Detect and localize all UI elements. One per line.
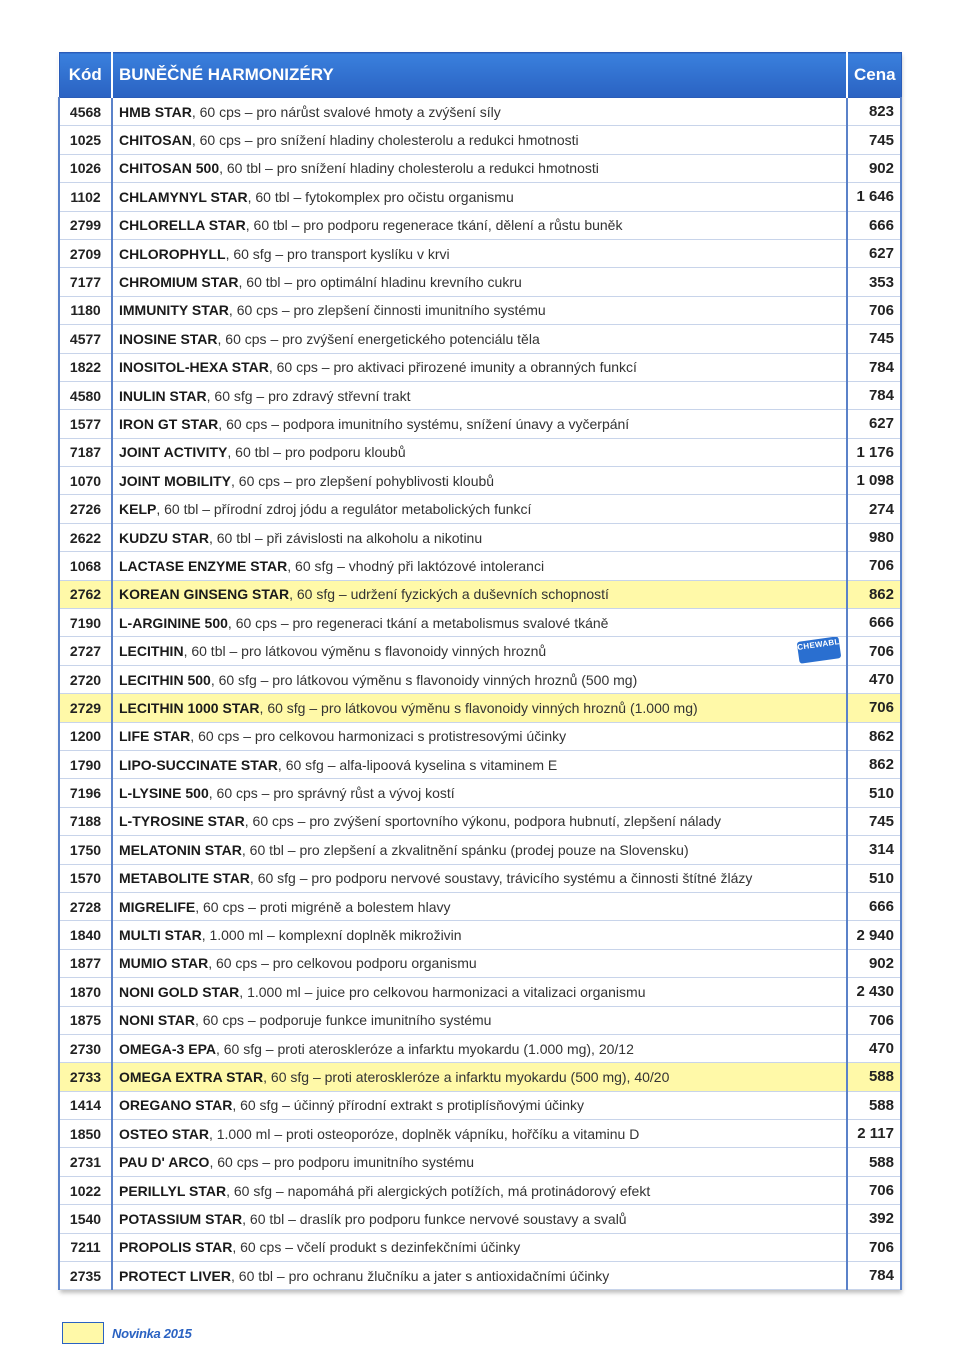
product-name: PROPOLIS STAR <box>119 1239 233 1256</box>
product-description-cell <box>112 921 847 949</box>
product-description-cell <box>112 1176 847 1204</box>
table-row <box>59 580 901 608</box>
product-code: 1750 <box>59 836 112 864</box>
product-code: 1822 <box>59 353 112 381</box>
product-description-cell <box>112 665 847 693</box>
product-name: NONI STAR <box>119 1012 195 1029</box>
product-description-cell <box>112 580 847 608</box>
product-price: 823 <box>847 98 901 126</box>
product-description-cell <box>112 268 847 296</box>
product-name: CHLOROPHYLL <box>119 245 226 262</box>
product-description-cell <box>112 296 847 324</box>
product-description-cell <box>112 1063 847 1091</box>
product-code: 1870 <box>59 978 112 1006</box>
product-price: 2 430 <box>847 978 901 1006</box>
product-price: 862 <box>847 580 901 608</box>
product-price: 510 <box>847 779 901 807</box>
product-description: , 60 tbl – pro zlepšení a zkvalitnění spánku (prodej pouze na Slovensku) <box>241 841 689 858</box>
table-row <box>59 296 901 324</box>
product-price: 353 <box>847 268 901 296</box>
product-name: INULIN STAR <box>119 387 207 404</box>
product-name: OMEGA-3 EPA <box>119 1040 216 1057</box>
product-description-cell <box>112 779 847 807</box>
table-row <box>59 1176 901 1204</box>
product-description-cell <box>112 637 847 665</box>
product-description-cell <box>112 1120 847 1148</box>
product-description-cell <box>112 949 847 977</box>
table-row <box>59 836 901 864</box>
product-description-cell <box>112 353 847 381</box>
product-description-cell <box>112 410 847 438</box>
product-name: MIGRELIFE <box>119 898 196 915</box>
product-code: 7211 <box>59 1233 112 1261</box>
product-description-cell <box>112 381 847 409</box>
table-row <box>59 779 901 807</box>
product-description-cell <box>112 722 847 750</box>
product-description: , 60 tbl – pro podporu kloubů <box>227 444 406 461</box>
product-description-cell <box>112 523 847 551</box>
product-name: OMEGA EXTRA STAR <box>119 1068 264 1085</box>
table-row <box>59 98 901 126</box>
table-row <box>59 892 901 920</box>
product-name: IRON GT STAR <box>119 415 219 432</box>
product-description: , 60 sfg – proti ateroskleróze a infarktu myokardu (1.000 mg), 20/12 <box>215 1040 634 1057</box>
product-price: 706 <box>847 1006 901 1034</box>
table-row <box>59 268 901 296</box>
product-code: 2728 <box>59 892 112 920</box>
table-row <box>59 126 901 154</box>
product-price: 980 <box>847 523 901 551</box>
product-description: , 60 sfg – vhodný při laktózové intoleranci <box>287 557 545 574</box>
table-row <box>59 410 901 438</box>
product-description: , 60 sfg – pro látkovou výměnu s flavonoidy vinných hroznů (1.000 mg) <box>259 699 698 716</box>
product-description: , 60 cps – pro zvýšení energetického potenciálu těla <box>217 330 540 347</box>
product-description-cell <box>112 807 847 835</box>
product-code: 1026 <box>59 154 112 182</box>
product-price: 470 <box>847 665 901 693</box>
product-code: 2731 <box>59 1148 112 1176</box>
product-code: 1877 <box>59 949 112 977</box>
table-row <box>59 495 901 523</box>
table-row <box>59 381 901 409</box>
product-description-cell <box>112 1091 847 1119</box>
product-description: , 60 cps – pro správný růst a vývoj kostí <box>208 785 455 802</box>
product-price: 627 <box>847 239 901 267</box>
product-description: , 60 sfg – pro podporu nervové soustavy, trávicího systému a činnosti štítné žlázy <box>249 870 753 887</box>
product-price: 862 <box>847 722 901 750</box>
product-code: 7177 <box>59 268 112 296</box>
product-price: 1 098 <box>847 467 901 495</box>
product-description: , 1.000 ml – juice pro celkovou harmonizaci a vitalizaci organismu <box>239 983 646 1000</box>
product-code: 1068 <box>59 552 112 580</box>
product-description: , 60 cps – včelí produkt s dezinfekčními účinky <box>232 1239 521 1256</box>
product-name: KUDZU STAR <box>119 529 209 546</box>
product-price: 706 <box>847 1176 901 1204</box>
product-description: , 60 cps – pro regeneraci tkání a metabolismus svalové tkáně <box>227 614 609 631</box>
product-price: 2 940 <box>847 921 901 949</box>
table-row <box>59 1233 901 1261</box>
product-name: POTASSIUM STAR <box>119 1210 243 1227</box>
product-description-cell <box>112 1233 847 1261</box>
product-name: LIFE STAR <box>119 728 191 745</box>
product-name: JOINT MOBILITY <box>119 472 231 489</box>
table-row <box>59 921 901 949</box>
product-price: 510 <box>847 864 901 892</box>
header-title: BUNĚČNÉ HARMONIZÉRY <box>112 53 847 98</box>
product-description: , 60 cps – pro celkovou harmonizaci s protistresovými účinky <box>190 728 567 745</box>
product-price: 470 <box>847 1034 901 1062</box>
product-name: HMB STAR <box>119 103 192 120</box>
new-item-swatch <box>62 1322 104 1344</box>
product-description-cell <box>112 892 847 920</box>
product-code: 1070 <box>59 467 112 495</box>
product-code: 2720 <box>59 665 112 693</box>
product-description: , 60 cps – proti migréně a bolestem hlavy <box>195 898 451 915</box>
product-description-cell <box>112 325 847 353</box>
table-row <box>59 864 901 892</box>
product-code: 2733 <box>59 1063 112 1091</box>
table-row <box>59 807 901 835</box>
product-description: , 60 cps – podpora imunitního systému, snížení únavy a vyčerpání <box>218 415 630 432</box>
product-description: , 60 cps – pro celkovou podporu organismu <box>208 955 477 972</box>
product-code: 2735 <box>59 1262 112 1290</box>
product-description-cell <box>112 211 847 239</box>
product-description: , 60 sfg – pro látkovou výměnu s flavonoidy vinných hroznů (500 mg) <box>210 671 638 688</box>
product-price: 392 <box>847 1205 901 1233</box>
product-code: 2729 <box>59 694 112 722</box>
product-description-cell <box>112 1205 847 1233</box>
product-code: 1180 <box>59 296 112 324</box>
table-row <box>59 609 901 637</box>
product-name: LECITHIN 500 <box>119 671 211 688</box>
table-row <box>59 438 901 466</box>
product-code: 1875 <box>59 1006 112 1034</box>
table-row <box>59 211 901 239</box>
product-name: LIPO-SUCCINATE STAR <box>119 756 278 773</box>
product-description-cell <box>112 154 847 182</box>
product-description: , 60 sfg – účinný přírodní extrakt s protiplísňovými účinky <box>232 1097 585 1114</box>
table-row <box>59 1034 901 1062</box>
product-description: , 60 cps – podporuje funkce imunitního systému <box>194 1012 492 1029</box>
product-description-cell <box>112 1006 847 1034</box>
product-code: 1840 <box>59 921 112 949</box>
product-description: , 60 tbl – fytokomplex pro očistu organismu <box>247 188 514 205</box>
product-price: 745 <box>847 807 901 835</box>
product-name: CHROMIUM STAR <box>119 274 239 291</box>
product-name: CHITOSAN <box>119 132 192 149</box>
product-description: , 60 tbl – pro podporu regenerace tkání, dělení a růstu buněk <box>245 217 623 234</box>
product-name: PERILLYL STAR <box>119 1182 227 1199</box>
product-description: , 60 sfg – udržení fyzických a duševních schopností <box>289 586 609 603</box>
header-price: Cena <box>847 53 901 98</box>
table-body <box>59 98 901 1290</box>
product-description-cell <box>112 239 847 267</box>
product-description-cell <box>112 126 847 154</box>
product-description: , 60 tbl – draslík pro podporu funkce nervové soustavy a svalů <box>242 1210 627 1227</box>
product-description-cell <box>112 98 847 126</box>
product-name: CHITOSAN 500 <box>119 160 220 177</box>
product-name: JOINT ACTIVITY <box>119 444 228 461</box>
product-description-cell <box>112 1262 847 1290</box>
table-row <box>59 552 901 580</box>
table-row <box>59 1091 901 1119</box>
product-description: , 60 sfg – proti ateroskleróze a infarktu myokardu (500 mg), 40/20 <box>263 1068 670 1085</box>
product-description: , 60 cps – pro nárůst svalové hmoty a zvýšení síly <box>191 103 501 120</box>
table-row <box>59 467 901 495</box>
product-code: 1790 <box>59 750 112 778</box>
product-name: MULTI STAR <box>119 927 202 944</box>
table-row <box>59 154 901 182</box>
product-code: 2762 <box>59 580 112 608</box>
product-description-cell <box>112 1034 847 1062</box>
table-row <box>59 637 901 665</box>
product-price: 588 <box>847 1063 901 1091</box>
table-row <box>59 239 901 267</box>
product-name: PAU D' ARCO <box>119 1154 210 1171</box>
product-price: 666 <box>847 211 901 239</box>
product-description: , 60 sfg – pro transport kyslíku v krvi <box>225 245 450 262</box>
product-description-cell <box>112 552 847 580</box>
product-price: 745 <box>847 126 901 154</box>
product-price: 627 <box>847 410 901 438</box>
product-code: 2799 <box>59 211 112 239</box>
table-row <box>59 1006 901 1034</box>
legend-label: Novinka 2015 <box>112 1325 192 1341</box>
product-description-cell <box>112 495 847 523</box>
product-code: 1102 <box>59 183 112 211</box>
product-name: CHLAMYNYL STAR <box>119 188 248 205</box>
product-description-cell <box>112 467 847 495</box>
product-price: 745 <box>847 325 901 353</box>
product-price: 784 <box>847 381 901 409</box>
product-name: KOREAN GINSENG STAR <box>119 586 290 603</box>
product-price: 274 <box>847 495 901 523</box>
product-code: 1540 <box>59 1205 112 1233</box>
product-price: 902 <box>847 949 901 977</box>
product-code: 4580 <box>59 381 112 409</box>
product-description: , 60 tbl – pro látkovou výměnu s flavonoidy vinných hroznů <box>183 643 547 660</box>
product-name: IMMUNITY STAR <box>119 302 229 319</box>
product-code: 7187 <box>59 438 112 466</box>
product-code: 2709 <box>59 239 112 267</box>
product-description: , 60 tbl – pro optimální hladinu krevního cukru <box>238 274 522 291</box>
price-table-container <box>58 52 900 1290</box>
product-price: 314 <box>847 836 901 864</box>
product-description: , 60 tbl – pro snížení hladiny cholesterolu a redukci hmotnosti <box>219 160 599 177</box>
table-row <box>59 949 901 977</box>
product-description: , 1.000 ml – proti osteoporóze, doplněk vápníku, hořčíku a vitaminu D <box>208 1125 640 1142</box>
table-row <box>59 183 901 211</box>
product-price: 706 <box>847 1233 901 1261</box>
product-description-cell <box>112 864 847 892</box>
table-row <box>59 1063 901 1091</box>
product-price: 784 <box>847 1262 901 1290</box>
product-description: , 60 cps – pro aktivaci přirozené imunity a obranných funkcí <box>268 359 637 376</box>
product-description-cell <box>112 836 847 864</box>
product-description: , 60 cps – pro snížení hladiny cholesterolu a redukci hmotnosti <box>191 132 579 149</box>
product-code: 1200 <box>59 722 112 750</box>
product-name: LECITHIN <box>119 643 184 660</box>
header-code: Kód <box>59 53 112 98</box>
product-description: , 1.000 ml – komplexní doplněk mikroživin <box>201 927 462 944</box>
product-description: , 60 tbl – přírodní zdroj jódu a regulátor metabolických funkcí <box>156 501 532 518</box>
product-code: 1570 <box>59 864 112 892</box>
product-description: , 60 sfg – pro zdravý střevní trakt <box>206 387 411 404</box>
product-price: 784 <box>847 353 901 381</box>
table-row <box>59 1205 901 1233</box>
table-row <box>59 353 901 381</box>
price-table <box>58 52 902 1290</box>
product-price: 706 <box>847 296 901 324</box>
product-name: MELATONIN STAR <box>119 841 242 858</box>
product-name: NONI GOLD STAR <box>119 983 240 1000</box>
product-description: , 60 tbl – pro ochranu žlučníku a jater s antioxidačními účinky <box>231 1267 610 1284</box>
table-row <box>59 665 901 693</box>
product-code: 7196 <box>59 779 112 807</box>
product-price: 706 <box>847 637 901 665</box>
product-code: 1022 <box>59 1176 112 1204</box>
product-code: 2727 <box>59 637 112 665</box>
product-description: , 60 sfg – alfa-lipoová kyselina s vitaminem E <box>277 756 558 773</box>
product-description: , 60 cps – pro zlepšení činnosti imunitního systému <box>228 302 546 319</box>
product-price: 862 <box>847 750 901 778</box>
product-name: LECITHIN 1000 STAR <box>119 699 260 716</box>
product-name: OREGANO STAR <box>119 1097 233 1114</box>
product-code: 7190 <box>59 609 112 637</box>
product-name: KELP <box>119 501 157 518</box>
product-description-cell <box>112 978 847 1006</box>
product-description-cell <box>112 438 847 466</box>
legend <box>62 1322 192 1344</box>
product-code: 1577 <box>59 410 112 438</box>
product-price: 666 <box>847 892 901 920</box>
product-description: , 60 cps – pro zvýšení sportovního výkonu, podpora hubnutí, zlepšení nálady <box>244 813 722 830</box>
product-name: PROTECT LIVER <box>119 1267 232 1284</box>
product-code: 1414 <box>59 1091 112 1119</box>
product-name: INOSINE STAR <box>119 330 218 347</box>
product-price: 1 176 <box>847 438 901 466</box>
product-price: 706 <box>847 694 901 722</box>
product-name: LACTASE ENZYME STAR <box>119 557 288 574</box>
table-row <box>59 523 901 551</box>
product-code: 2726 <box>59 495 112 523</box>
product-description: , 60 tbl – při závislosti na alkoholu a nikotinu <box>208 529 483 546</box>
table-row <box>59 1120 901 1148</box>
product-price: 2 117 <box>847 1120 901 1148</box>
chewable-badge-icon: CHEWABLE <box>797 637 842 664</box>
product-name: OSTEO STAR <box>119 1125 209 1142</box>
product-price: 588 <box>847 1091 901 1119</box>
product-name: L-TYROSINE STAR <box>119 813 245 830</box>
product-price: 706 <box>847 552 901 580</box>
product-description-cell <box>112 609 847 637</box>
product-description-cell <box>112 750 847 778</box>
table-row <box>59 750 901 778</box>
table-row <box>59 1262 901 1290</box>
product-description-cell <box>112 183 847 211</box>
product-code: 2622 <box>59 523 112 551</box>
product-code: 2730 <box>59 1034 112 1062</box>
table-header-row <box>59 53 901 98</box>
product-name: CHLORELLA STAR <box>119 217 246 234</box>
product-name: METABOLITE STAR <box>119 870 250 887</box>
product-price: 1 646 <box>847 183 901 211</box>
product-description: , 60 cps – pro podporu imunitního systému <box>209 1154 475 1171</box>
table-row <box>59 694 901 722</box>
product-code: 4568 <box>59 98 112 126</box>
table-row <box>59 722 901 750</box>
product-name: INOSITOL-HEXA STAR <box>119 359 269 376</box>
table-row <box>59 1148 901 1176</box>
product-description: , 60 cps – pro zlepšení pohyblivosti kloubů <box>231 472 495 489</box>
product-price: 588 <box>847 1148 901 1176</box>
product-code: 1025 <box>59 126 112 154</box>
product-price: 666 <box>847 609 901 637</box>
product-code: 1850 <box>59 1120 112 1148</box>
product-description-cell <box>112 694 847 722</box>
table-row <box>59 978 901 1006</box>
product-name: L-ARGININE 500 <box>119 614 228 631</box>
product-description-cell <box>112 1148 847 1176</box>
table-row <box>59 325 901 353</box>
product-code: 4577 <box>59 325 112 353</box>
product-price: 902 <box>847 154 901 182</box>
product-name: MUMIO STAR <box>119 955 209 972</box>
product-description: , 60 sfg – napomáhá při alergických potížích, má protinádorový efekt <box>226 1182 651 1199</box>
product-name: L-LYSINE 500 <box>119 785 209 802</box>
product-code: 7188 <box>59 807 112 835</box>
